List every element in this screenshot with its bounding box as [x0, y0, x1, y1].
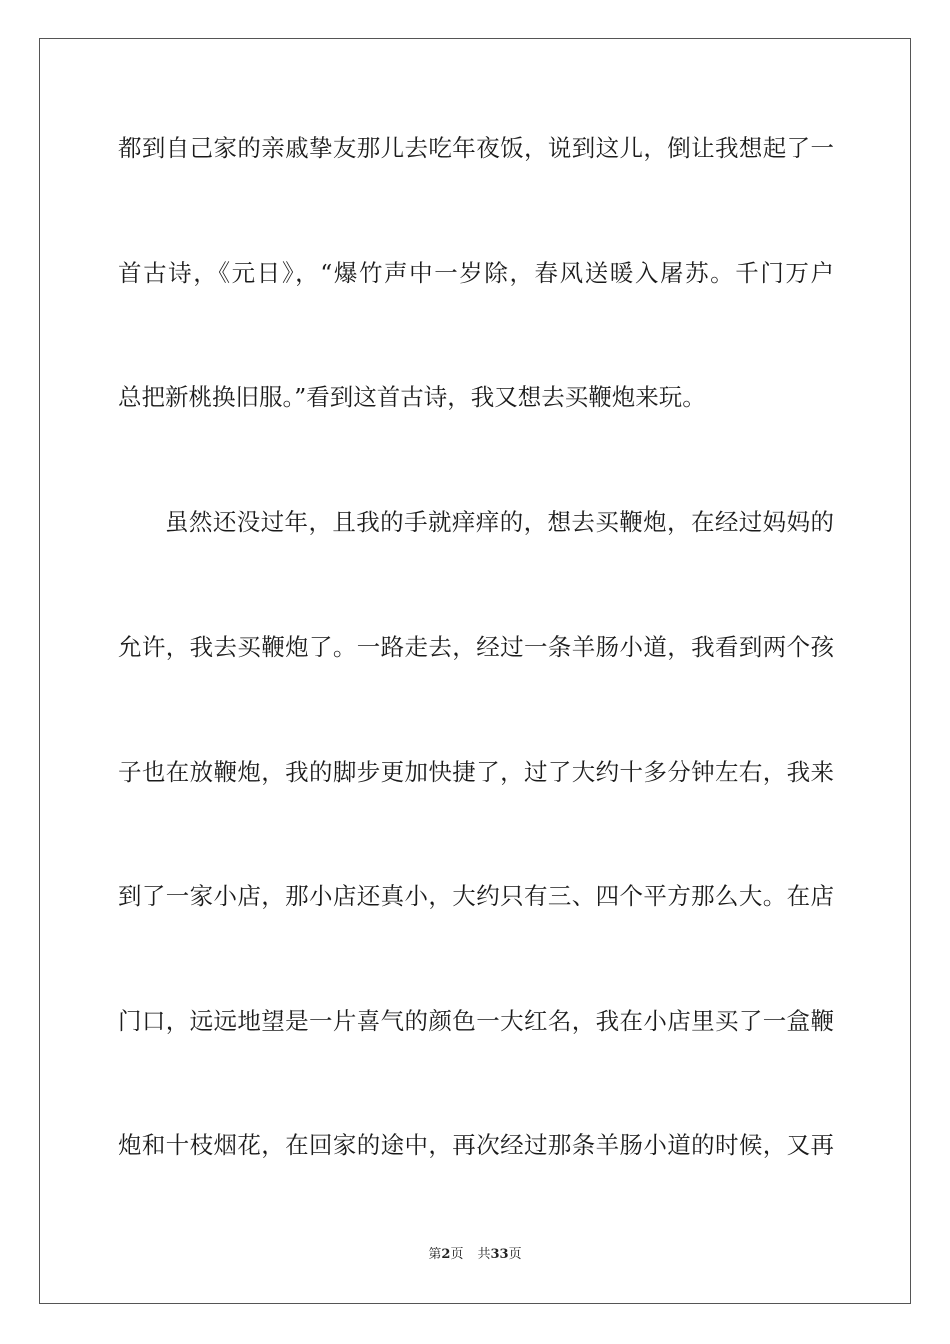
paragraph-line-8: 门口，远远地望是一片喜气的颜色一大红名，我在小店里买了一盒鞭 — [118, 1007, 834, 1035]
paragraph-line-7: 到了一家小店，那小店还真小，大约只有三、四个平方那么大。在店 — [118, 882, 834, 910]
footer-total-prefix: 共 — [477, 1247, 491, 1262]
page-footer — [0, 1246, 950, 1264]
footer-total-suffix: 页 — [508, 1247, 522, 1262]
paragraph-line-1: 都到自己家的亲戚挚友那儿去吃年夜饭，说到这儿，倒让我想起了一 — [118, 134, 834, 162]
footer-page-suffix: 页 — [450, 1247, 464, 1262]
paragraph-line-2: 首古诗，《元日》，“爆竹声中一岁除，春风送暖入屠苏。千门万户 — [118, 259, 834, 287]
paragraph-line-9: 炮和十枝烟花，在回家的途中，再次经过那条羊肠小道的时候，又再 — [118, 1131, 834, 1159]
paragraph-line-5: 允许，我去买鞭炮了。一路走去，经过一条羊肠小道，我看到两个孩 — [118, 633, 834, 661]
page-border — [39, 38, 911, 1304]
paragraph-line-4: 虽然还没过年，且我的手就痒痒的，想去买鞭炮，在经过妈妈的 — [165, 508, 834, 536]
footer-page-number: 2 — [441, 1247, 451, 1262]
footer-page-prefix: 第 — [428, 1247, 442, 1262]
footer-total-pages: 33 — [490, 1247, 509, 1262]
paragraph-line-6: 子也在放鞭炮，我的脚步更加快捷了，过了大约十多分钟左右，我来 — [118, 758, 834, 786]
paragraph-line-3: 总把新桃换旧服。”看到这首古诗，我又想去买鞭炮来玩。 — [118, 383, 706, 411]
